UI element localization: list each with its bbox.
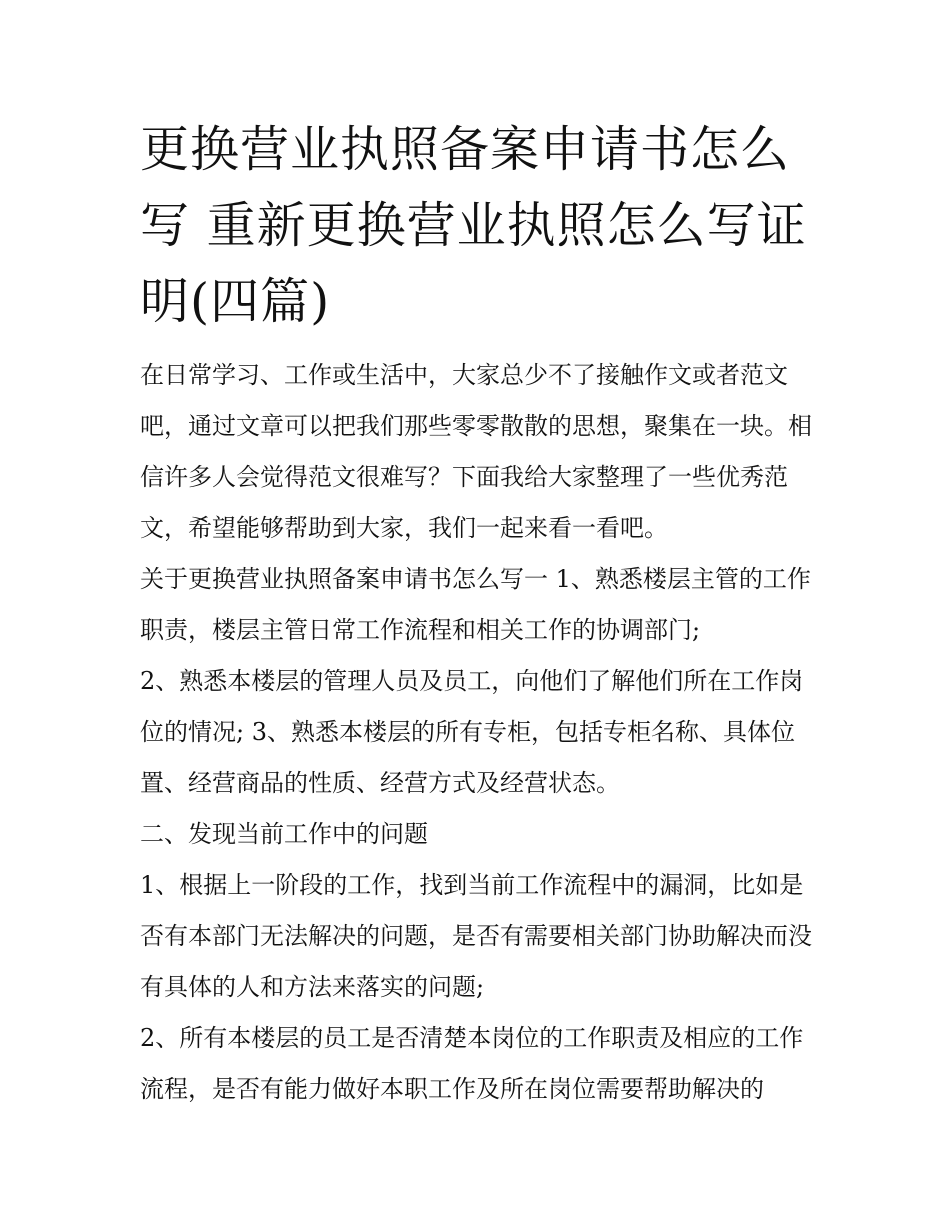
document-body: [140, 350, 820, 1115]
paragraph-section-one: 关于更换营业执照备案申请书怎么写一 1、熟悉楼层主管的工作职责，楼层主管日常工作流程和相关工作的协调部门;: [140, 565, 811, 644]
paragraph-problem-one: 1、根据上一阶段的工作，找到当前工作流程中的漏洞，比如是否有本部门无法解决的问题，是否有需要相关部门协助解决而没有具体的人和方法来落实的问题;: [140, 871, 812, 1001]
paragraph-item-two-three: 2、熟悉本楼层的管理人员及员工，向他们了解他们所在工作岗位的情况; 3、熟悉本楼层的所有专柜，包括专柜名称、具体位置、经营商品的性质、经营方式及经营状态。: [140, 667, 804, 797]
document-content: [140, 112, 820, 1115]
paragraph-intro: 在日常学习、工作或生活中，大家总少不了接触作文或者范文吧，通过文章可以把我们那些零零散散的思想，聚集在一块。相信许多人会觉得范文很难写？下面我给大家整理了一些优秀范文，希望能够帮助到大家，我们一起来看一看吧。: [140, 361, 812, 542]
paragraph-problem-two: 2、所有本楼层的员工是否清楚本岗位的工作职责及相应的工作流程，是否有能力做好本职工作及所在岗位需要帮助解决的: [140, 1024, 804, 1103]
paragraph-heading-two: 二、发现当前工作中的问题: [140, 820, 428, 848]
document-title: 更换营业执照备案申请书怎么写 重新更换营业执照怎么写证明(四篇): [140, 121, 807, 330]
